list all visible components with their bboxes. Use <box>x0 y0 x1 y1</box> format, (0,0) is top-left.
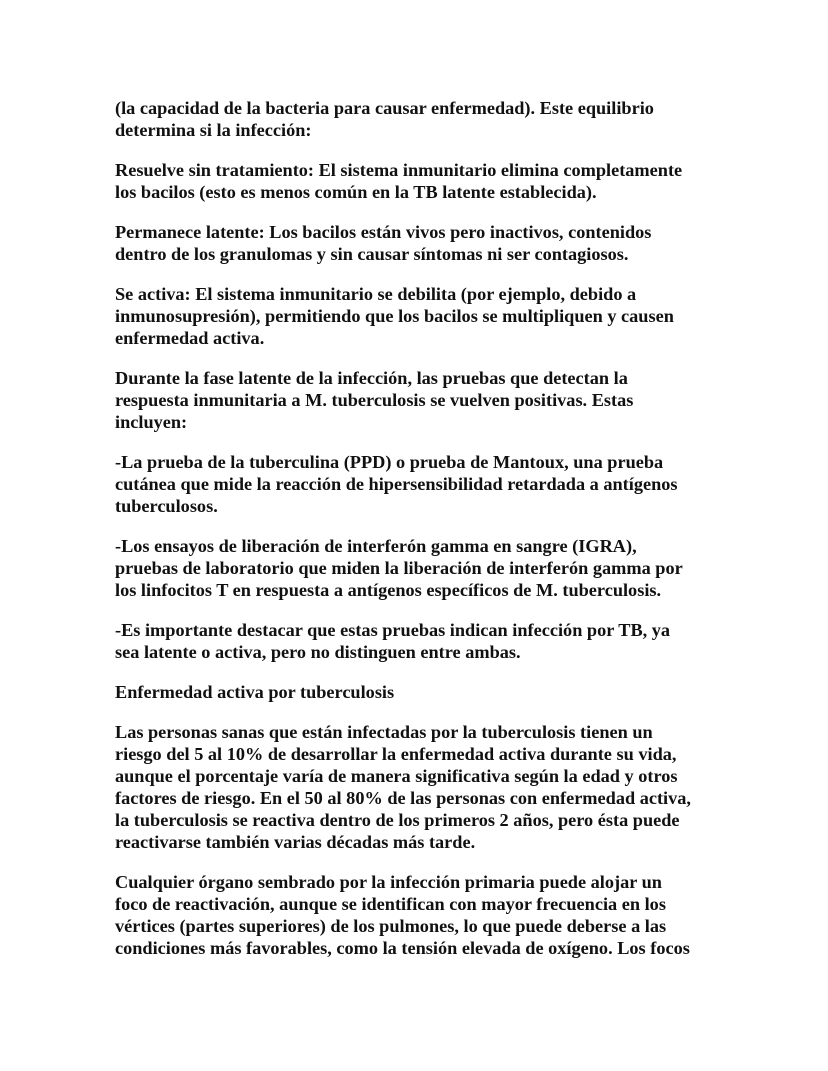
text-line: Se activa: El sistema inmunitario se debilita (por ejemplo, debido a <box>115 284 637 304</box>
text-line: dentro de los granulomas y sin causar síntomas ni ser contagiosos. <box>115 244 629 264</box>
text-line: aunque el porcentaje varía de manera significativa según la edad y otros <box>115 766 678 786</box>
text-line: determina si la infección: <box>115 120 312 140</box>
text-line: -La prueba de la tuberculina (PPD) o prueba de Mantoux, una prueba <box>115 452 664 472</box>
paragraph <box>115 283 755 349</box>
paragraph <box>115 367 755 433</box>
paragraph <box>115 451 755 517</box>
text-line: incluyen: <box>115 412 188 432</box>
text-line: foco de reactivación, aunque se identifican con mayor frecuencia en los <box>115 894 666 914</box>
text-line: factores de riesgo. En el 50 al 80% de las personas con enfermedad activa, <box>115 788 691 808</box>
paragraph <box>115 619 755 663</box>
text-line: reactivarse también varias décadas más tarde. <box>115 832 476 852</box>
paragraph <box>115 159 755 203</box>
text-line: Durante la fase latente de la infección, las pruebas que detectan la <box>115 368 628 388</box>
text-line: los linfocitos T en respuesta a antígenos específicos de M. tuberculosis. <box>115 580 662 600</box>
paragraph <box>115 535 755 601</box>
text-line: Resuelve sin tratamiento: El sistema inmunitario elimina completamente <box>115 160 683 180</box>
text-line: condiciones más favorables, como la tensión elevada de oxígeno. Los focos <box>115 938 690 958</box>
text-line: Cualquier órgano sembrado por la infección primaria puede alojar un <box>115 872 662 892</box>
text-line: tuberculosos. <box>115 496 218 516</box>
text-line: -Los ensayos de liberación de interferón gamma en sangre (IGRA), <box>115 536 637 556</box>
text-line: enfermedad activa. <box>115 328 265 348</box>
section-heading <box>115 681 755 703</box>
text-line: -Es importante destacar que estas pruebas indican infección por TB, ya <box>115 620 671 640</box>
paragraph <box>115 721 755 853</box>
text-line: inmunosupresión), permitiendo que los bacilos se multipliquen y causen <box>115 306 674 326</box>
paragraph <box>115 97 755 141</box>
text-line: la tuberculosis se reactiva dentro de los primeros 2 años, pero ésta puede <box>115 810 680 830</box>
paragraph <box>115 871 755 959</box>
text-line: Enfermedad activa por tuberculosis <box>115 682 395 702</box>
text-line: (la capacidad de la bacteria para causar enfermedad). Este equilibrio <box>115 98 654 118</box>
text-line: pruebas de laboratorio que miden la liberación de interferón gamma por <box>115 558 683 578</box>
text-line: vértices (partes superiores) de los pulmones, lo que puede deberse a las <box>115 916 667 936</box>
text-line: sea latente o activa, pero no distinguen entre ambas. <box>115 642 521 662</box>
text-line: riesgo del 5 al 10% de desarrollar la enfermedad activa durante su vida, <box>115 744 677 764</box>
text-line: Las personas sanas que están infectadas por la tuberculosis tienen un <box>115 722 653 742</box>
text-line: respuesta inmunitaria a M. tuberculosis se vuelven positivas. Estas <box>115 390 634 410</box>
text-line: los bacilos (esto es menos común en la TB latente establecida). <box>115 182 597 202</box>
paragraph <box>115 221 755 265</box>
text-line: cutánea que mide la reacción de hipersensibilidad retardada a antígenos <box>115 474 678 494</box>
text-line: Permanece latente: Los bacilos están vivos pero inactivos, contenidos <box>115 222 652 242</box>
document-page <box>115 97 755 977</box>
